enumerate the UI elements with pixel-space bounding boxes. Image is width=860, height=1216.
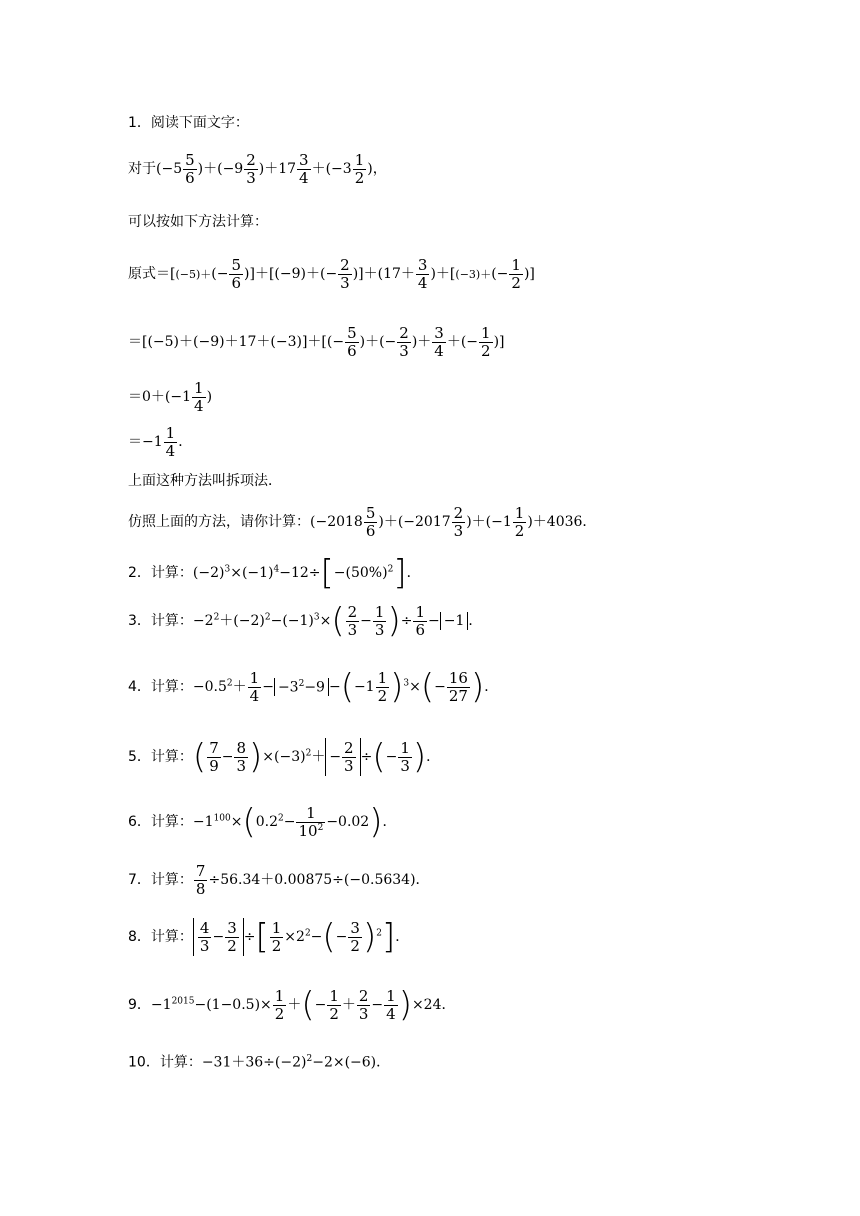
label-4: 4．计算： [128,679,193,695]
label-duiyu: 对于 [128,161,156,177]
label-task: 仿照上面的方法，请你计算： [128,514,310,530]
problem-1-task: 仿照上面的方法，请你计算：(−2018 $\frac{5}{6}$ )＋(−2017 $\frac{2}{3}$ )＋(−1 $\frac{1}{2}$ )＋4036． [128,504,597,540]
label-9: 9． [128,997,151,1013]
label-2: 2．计算： [128,565,193,581]
problem-9: 9．$-1^{2015}-(1-0.5)\times$ $\frac{1}{2}$ ＋(− $\frac{1}{2}$ ＋ $\frac{2}{3}$ − $\frac{1}{4}$ )×24． [128,985,456,1025]
problem-5: 5．计算：( $\frac{7}{9}$ − $\frac{8}{3}$ )$\times(-3)^2+$ − $\frac{2}{3}$ ÷(− $\frac{1}{3}$ )． [128,737,441,777]
label-5: 5．计算： [128,749,193,765]
problem-10: 10．计算：$-31+36\div(-2)^2-2\times(-6)$． [128,1054,391,1071]
expansion-step-2: ＝[(−5)＋(−9)＋17＋(−3)]＋[(− $\frac{5}{6}$ )＋(− $\frac{2}{3}$ )＋ $\frac{3}{4}$ ＋(− $\frac{1}{2}$ )] [128,324,505,360]
problem-4: 4．计算：$-0.5^2+$ $\frac{1}{4}$ − $-3^2-9 -(-1$ $\frac{1}{2}$ )$^3$×(− $\frac{16}{27}$ )． [128,667,499,707]
problem-7: 7．计算： $\frac{7}{8}$ ÷56.34＋0.00875÷(−0.5634)． [128,862,430,898]
label-7: 7．计算： [128,872,193,888]
expansion-step-3: ＝0＋(−1 $\frac{1}{4}$ ) [128,379,213,415]
method-name: 上面这种方法叫拆项法． [128,473,282,489]
label-6: 6．计算： [128,814,193,830]
problem-2: 2．计算：$(-2)^3\times(-1)^4-12\div[-(50\%)^2]$． [128,553,421,593]
expansion-step-1: 原式＝[(−5)＋(− $\frac{5}{6}$ )]＋[(−9)＋(− $\frac{2}{3}$ )]＋(17＋ $\frac{3}{4}$ )＋[(−3)＋(− $\frac{1}{2}$ )] [128,256,535,292]
method-intro: 可以按如下方法计算： [128,214,268,230]
problem-6: 6．计算：$-1^{100}\times(0.2^2-$ $\frac{1}{10^2}$ −0.02)． [128,802,397,842]
label-10: 10．计算： [128,1054,202,1071]
label-8: 8．计算： [128,929,193,945]
problem-3: 3．计算：$-2^2+(-2)^2-(-1)^3\times$( $\frac{2}{3}$ − $\frac{1}{3}$ )÷ $\frac{1}{6}$ − −1 ． [128,601,483,641]
problem-1-heading: 1．阅读下面文字： [128,115,249,131]
problem-1-expression: 对于(−5 $\frac{5}{6}$ )＋(−9 $\frac{2}{3}$ )＋17 $\frac{3}{4}$ ＋(−3 $\frac{1}{2}$ )， [128,151,387,187]
label-yuanshi: 原式＝ [128,266,170,282]
problem-8: 8．计算： $\frac{4}{3}$ − $\frac{3}{2}$ ÷[ $\frac{1}{2}$ $\times 2^2-(-$ $\frac{3}{2}$ )$^2$]． [128,917,410,957]
label-3: 3．计算： [128,613,193,629]
expansion-result: ＝−1 $\frac{1}{4}$ ． [128,424,193,460]
